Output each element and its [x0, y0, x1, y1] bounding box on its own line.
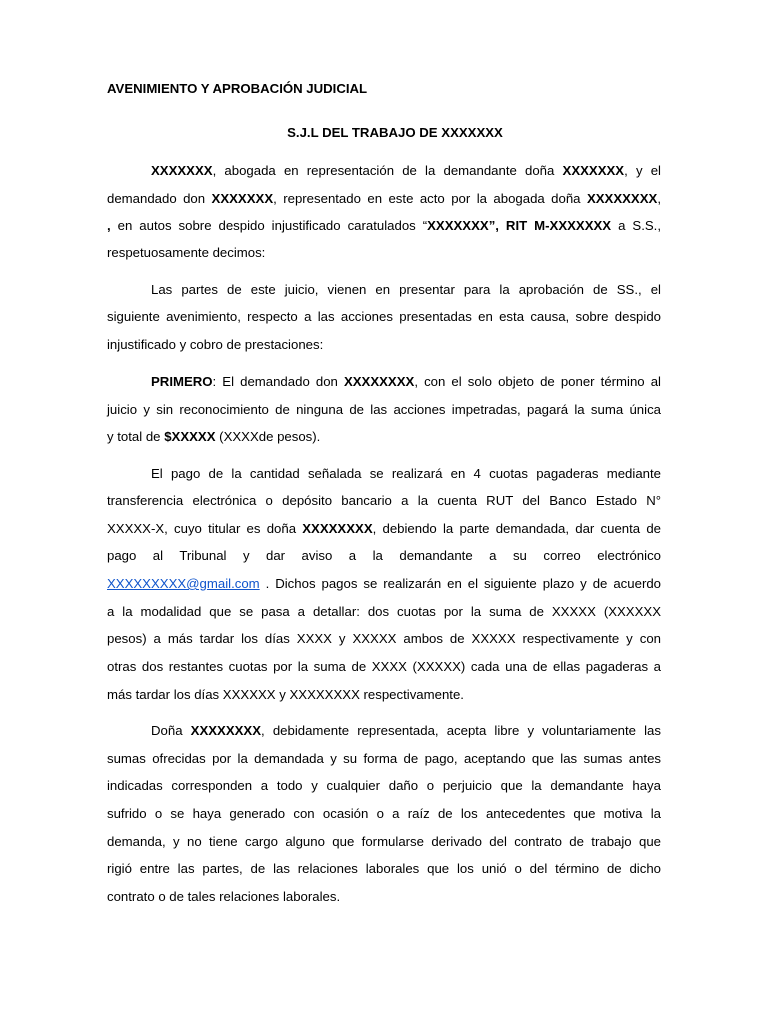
paragraph-2-line-3: injustificado y cobro de prestaciones:: [107, 337, 324, 352]
paragraph-4-line-7: pesos) a más tardar los días XXXX y XXXXX ambos de XXXXX respectivamente y con: [107, 631, 661, 646]
paragraph-2-line-2: siguiente avenimiento, respecto a las acciones presentadas en esta causa, sobre despido: [107, 309, 661, 324]
paragraph-2-line-1: Las partes de este juicio, vienen en presentar para la aprobación de SS., el: [151, 282, 661, 297]
paragraph-4-line-9: más tardar los días XXXXXX y XXXXXXXX respectivamente.: [107, 687, 464, 702]
paragraph-1-line-1: XXXXXXX, abogada en representación de la demandante doña XXXXXXX, y el: [151, 163, 661, 178]
paragraph-4-line-1: El pago de la cantidad señalada se realizará en 4 cuotas pagaderas mediante: [151, 466, 661, 481]
paragraph-5-line-4: sufrido o se haya generado con ocasión o a raíz de los antecedentes que motiva la: [107, 806, 661, 821]
email-link[interactable]: XXXXXXXXX@gmail.com: [107, 576, 260, 591]
paragraph-5-line-2: sumas ofrecidas por la demandada y su forma de pago, aceptando que las sumas antes: [107, 751, 661, 766]
paragraph-4-line-6: a la modalidad que se pasa a detallar: dos cuotas por la suma de XXXXX (XXXXXX: [107, 604, 661, 619]
paragraph-3-line-2: juicio y sin reconocimiento de ninguna de las acciones impetradas, pagará la suma única: [107, 402, 661, 417]
paragraph-5-line-3: indicadas corresponden a todo y cualquier daño o perjuicio que la demandante haya: [107, 778, 661, 793]
paragraph-1-line-2: demandado don XXXXXXX, representado en este acto por la abogada doña XXXXXXXX,: [107, 191, 661, 206]
paragraph-3-line-3: y total de $XXXXX (XXXXde pesos).: [107, 429, 321, 444]
court-heading: S.J.L DEL TRABAJO DE XXXXXXX: [287, 125, 503, 140]
paragraph-3-line-1: PRIMERO: El demandado don XXXXXXXX, con el solo objeto de poner término al: [151, 374, 661, 389]
paragraph-4-line-4: pago al Tribunal y dar aviso a la demandante a su correo electrónico: [107, 548, 661, 563]
paragraph-5-line-1: Doña XXXXXXXX, debidamente representada, acepta libre y voluntariamente las: [151, 723, 661, 738]
paragraph-1-line-3: , en autos sobre despido injustificado caratulados “XXXXXXX”, RIT M-XXXXXXX a S.S.,: [107, 218, 661, 233]
paragraph-5-line-5: demanda, y no tiene cargo alguno que formularse derivado del contrato de trabajo que: [107, 834, 661, 849]
document-heading: AVENIMIENTO Y APROBACIÓN JUDICIAL: [107, 81, 368, 96]
paragraph-5-line-6: rigió entre las partes, de las relaciones laborales que los unió o del término de dicho: [107, 861, 661, 876]
paragraph-4-line-2: transferencia electrónica o depósito bancario a la cuenta RUT del Banco Estado N°: [107, 493, 661, 508]
paragraph-4-line-3: XXXXX-X, cuyo titular es doña XXXXXXXX, debiendo la parte demandada, dar cuenta de: [107, 521, 661, 536]
paragraph-4-line-8: otras dos restantes cuotas por la suma de XXXX (XXXXX) cada una de ellas pagaderas a: [107, 659, 661, 674]
paragraph-1-line-4: respetuosamente decimos:: [107, 245, 266, 260]
paragraph-5-line-7: contrato o de tales relaciones laborales.: [107, 889, 341, 904]
paragraph-4-line-5: XXXXXXXXX@gmail.com . Dichos pagos se realizarán en el siguiente plazo y de acuerdo: [107, 576, 661, 591]
